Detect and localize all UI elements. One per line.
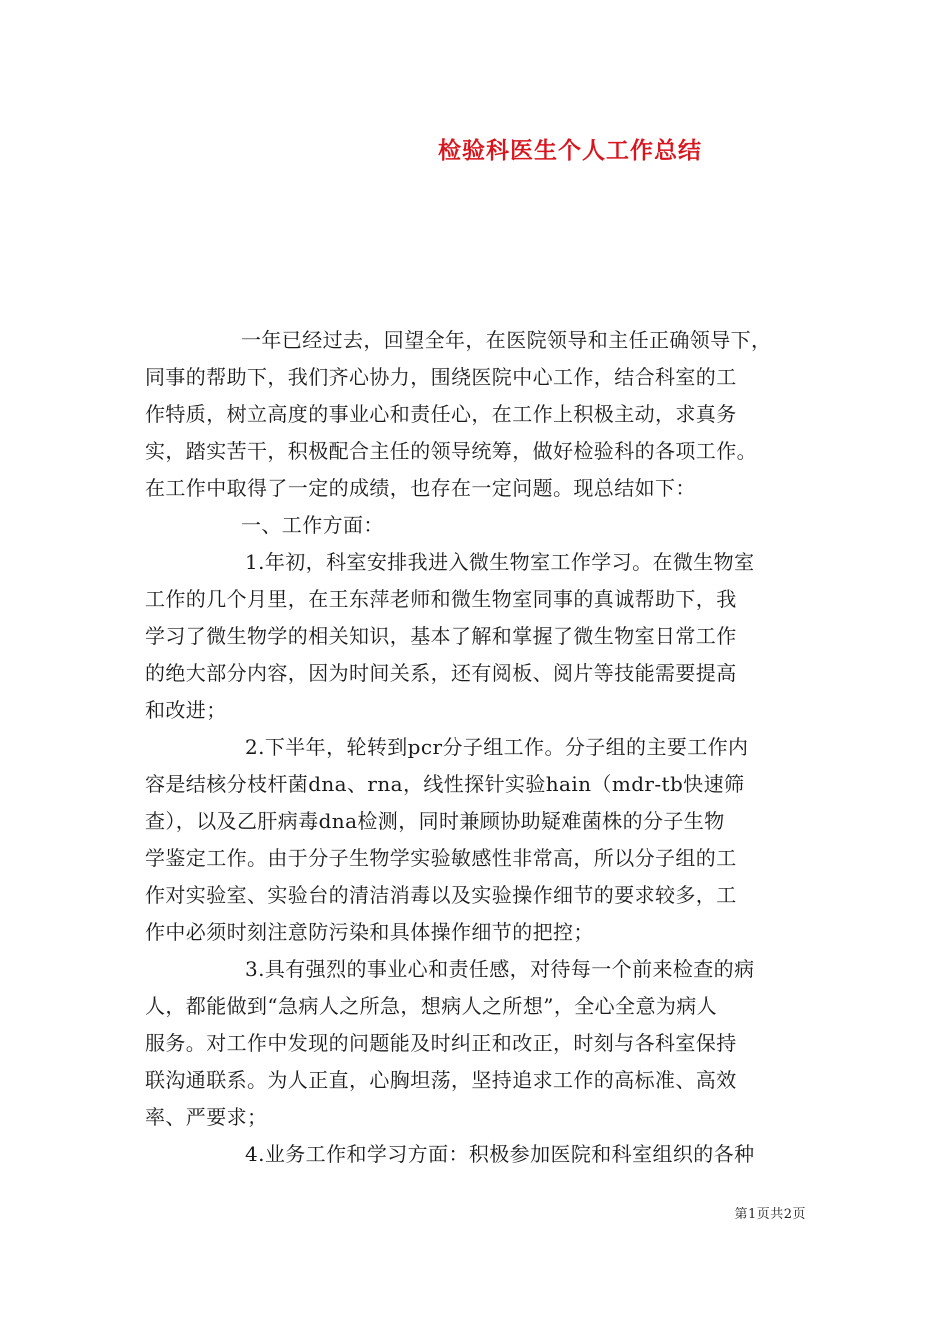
list-item-line: 学鉴定工作。由于分子生物学实验敏感性非常高，所以分子组的工 [145, 846, 737, 870]
list-item-line: 人，都能做到“急病人之所急，想病人之所想”，全心全意为病人 [145, 994, 718, 1018]
list-item-line: 和改进； [145, 698, 227, 722]
document-body [145, 322, 810, 1173]
list-item-line: 容是结核分枝杆菌dna、rna，线性探针实验hain（mdr-tb快速筛 [145, 772, 745, 796]
list-item-line: 作对实验室、实验台的清洁消毒以及实验操作细节的要求较多，工 [145, 883, 737, 907]
list-item-line: 的绝大部分内容，因为时间关系，还有阅板、阅片等技能需要提高 [145, 661, 737, 685]
list-item-line: 作中必须时刻注意防污染和具体操作细节的把控； [145, 920, 594, 944]
paragraph-line: 实，踏实苦干，积极配合主任的领导统筹，做好检验科的各项工作。 [145, 439, 757, 463]
list-item-line: 1.年初，科室安排我进入微生物室工作学习。在微生物室 [245, 550, 755, 574]
page-footer: 第1页共2页 [734, 1207, 806, 1222]
paragraph-line: 一年已经过去，回望全年，在医院领导和主任正确领导下， [241, 328, 772, 352]
list-item-line: 2.下半年，轮转到pcr分子组工作。分子组的主要工作内 [245, 735, 749, 759]
paragraph-line: 在工作中取得了一定的成绩，也存在一定问题。现总结如下： [145, 476, 696, 500]
list-item-line: 3.具有强烈的事业心和责任感，对待每一个前来检查的病 [245, 957, 755, 981]
section-heading: 一、工作方面： [241, 513, 384, 537]
list-item-line: 查），以及乙肝病毒dna检测，同时兼顾协助疑难菌株的分子生物 [145, 809, 725, 833]
list-item-line: 工作的几个月里，在王东萍老师和微生物室同事的真诚帮助下，我 [145, 587, 737, 611]
list-item-line: 率、严要求； [145, 1105, 268, 1129]
list-item-line: 学习了微生物学的相关知识，基本了解和掌握了微生物室日常工作 [145, 624, 737, 648]
list-item-line: 服务。对工作中发现的问题能及时纠正和改正，时刻与各科室保持 [145, 1031, 737, 1055]
paragraph-line: 同事的帮助下，我们齐心协力，围绕医院中心工作，结合科室的工 [145, 365, 737, 389]
list-item-line: 联沟通联系。为人正直，心胸坦荡，坚持追求工作的高标准、高效 [145, 1068, 737, 1092]
document-title: 检验科医生个人工作总结 [438, 137, 702, 164]
list-item-line: 4.业务工作和学习方面：积极参加医院和科室组织的各种 [245, 1142, 755, 1166]
paragraph-line: 作特质，树立高度的事业心和责任心，在工作上积极主动，求真务 [145, 402, 737, 426]
